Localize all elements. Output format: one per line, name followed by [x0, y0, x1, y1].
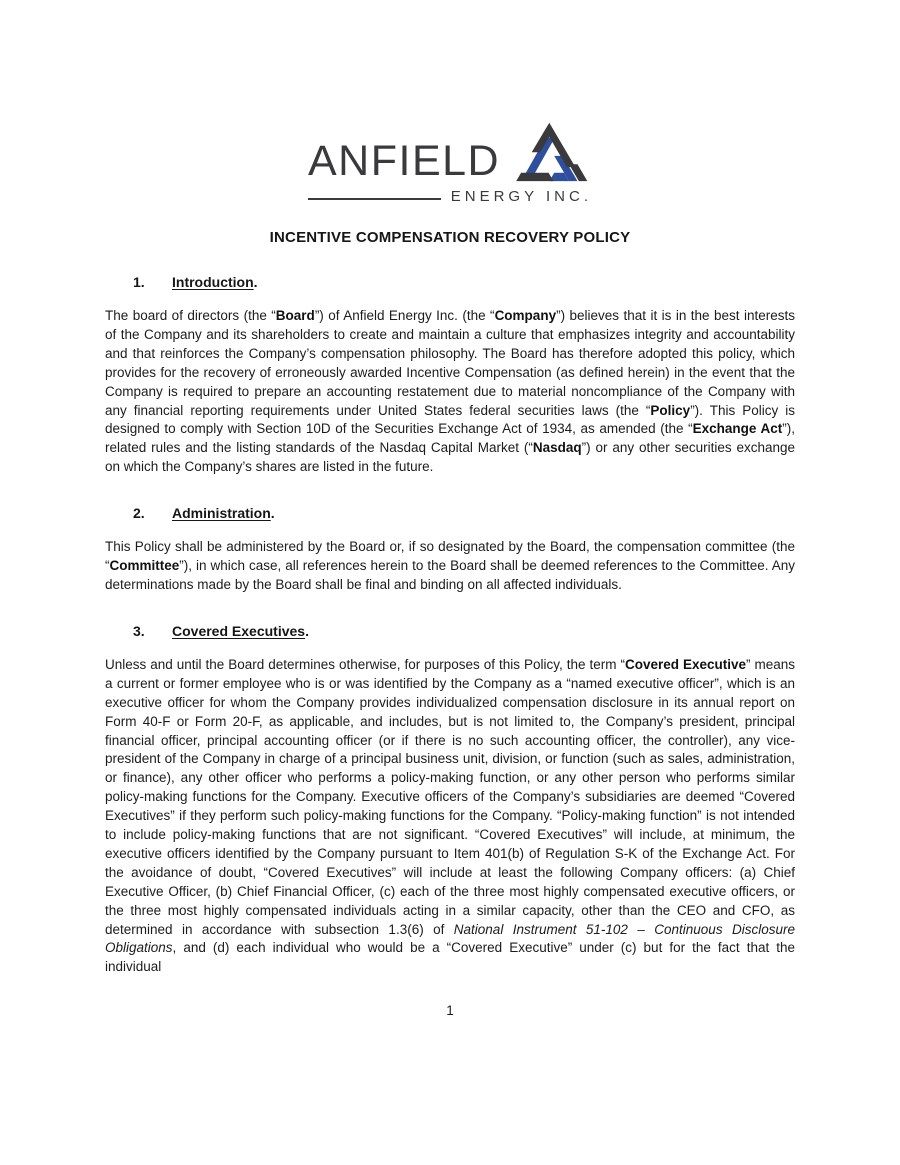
defined-term-bold: Company — [494, 308, 557, 323]
text-run: ”) believes that it is in the best interests of the Company and its shareholders to create and maintain a culture that emphasizes integrity and accountability and that reinforces the Company’s compensation philosophy. The Board has therefore adopted this policy, which provides for the recovery of erroneously awarded Incentive Compensation (as defined herein) in the event that the Company is required to prepare an accounting restatement due to material noncompliance of the Company with any financial reporting requirements under United States federal securities laws (the “ — [105, 308, 795, 418]
section-title-period: . — [270, 505, 275, 522]
section-title: Covered Executives — [172, 622, 306, 639]
section-number: 3. — [133, 622, 145, 639]
section-number: 2. — [133, 505, 145, 522]
text-run: ”) of Anfield Energy Inc. (the “ — [314, 308, 495, 323]
logo-bottom-row — [308, 188, 592, 205]
section-title: Administration — [172, 505, 271, 522]
defined-term-bold: Board — [275, 308, 315, 323]
policy-section — [105, 505, 795, 595]
text-run: ”), in which case, all references herein to the Board shall be deemed references to the Committee. Any determinations made by the Board shall be final and binding on all affected individuals. — [105, 558, 795, 592]
instrument-title-italic: National Instrument 51-102 – Continuous Disclosure Obligations — [105, 921, 795, 956]
text-run: , and (d) each individual who would be a “Covered Executive” under (c) but for the fact that the individual — [105, 940, 795, 975]
section-heading — [105, 274, 795, 290]
section-title-period: . — [253, 274, 258, 290]
section-title: Introduction — [172, 274, 254, 290]
text-run: ” means a current or former employee who is or was identified by the Company as a “named executive officer”, which is an executive officer for whom the Company provides individualized compensation disclosure in its annual report on Form 40-F or Form 20-F, as applicable, and includes, but is not limited to, the Company’s president, principal financial officer, principal accounting officer (or if there is no such accounting officer, the controller), any vice-president of the Company in charge of a principal business unit, division, or function (such as sales, administration, or finance), any other officer who performs a policy-making function, or any other person who performs similar policy-making functions for the Company. Executive officers of the Company’s subsidiaries are deemed “Covered Executives” if they perform such policy-making functions for the Company. “Policy-making function” is not intended to include policy-making functions that are not significant. “Covered Executives” will include, at minimum, the executive officers identified by the Company pursuant to Item 401(b) of Regulation S-K of the Exchange Act. For the avoidance of doubt, “Covered Executives” will include at least the following Company officers: (a) Chief Executive Officer, (b) Chief Financial Officer, (c) each of the three most highly compensated executive officers, or the three most highly compensated individuals acting in a similar capacity, other than the CEO and CFO, as determined in accordance with subsection 1.3(6) of — [105, 656, 795, 937]
document-title: INCENTIVE COMPENSATION RECOVERY POLICY — [269, 229, 631, 246]
defined-term-bold: Exchange Act — [692, 421, 783, 437]
section-number: 1. — [133, 274, 145, 290]
text-run: ”) or any other securities exchange on which the Company’s shares are listed in the future. — [105, 440, 796, 475]
logo-wordmark: ANFIELD — [308, 137, 501, 185]
policy-section — [105, 274, 795, 477]
policy-section — [105, 623, 795, 977]
page-number: 1 — [446, 1003, 454, 1019]
section-heading — [105, 505, 795, 521]
text-run: ”). This Policy is designed to comply with Section 10D of the Securities Exchange Act of 1934, as amended (the “ — [105, 402, 795, 437]
section-heading — [105, 623, 795, 639]
anfield-logo — [308, 122, 592, 205]
text-run: The board of directors (the “ — [105, 308, 276, 323]
logo-subtitle: ENERGY INC. — [450, 188, 592, 205]
paragraph — [105, 656, 795, 977]
defined-term-bold: Covered Executive — [624, 656, 746, 672]
triangle-knot-icon — [506, 122, 594, 184]
text-run: ”), related rules and the listing standards of the Nasdaq Capital Market (“ — [105, 421, 795, 456]
defined-term-bold: Policy — [650, 402, 691, 418]
text-run: Unless and until the Board determines otherwise, for purposes of this Policy, the term “ — [105, 656, 625, 672]
page-content — [0, 122, 900, 1018]
logo-top-row — [308, 122, 592, 184]
paragraph — [105, 538, 795, 595]
section-title-period: . — [305, 622, 309, 639]
paragraph — [105, 307, 795, 477]
defined-term-bold: Committee — [109, 558, 180, 574]
defined-term-bold: Nasdaq — [532, 440, 582, 456]
sections-container — [105, 274, 795, 977]
logo-divider-line — [308, 198, 441, 200]
text-run: This Policy shall be administered by the Board or, if so designated by the Board, the compensation committee (the “ — [105, 539, 795, 574]
